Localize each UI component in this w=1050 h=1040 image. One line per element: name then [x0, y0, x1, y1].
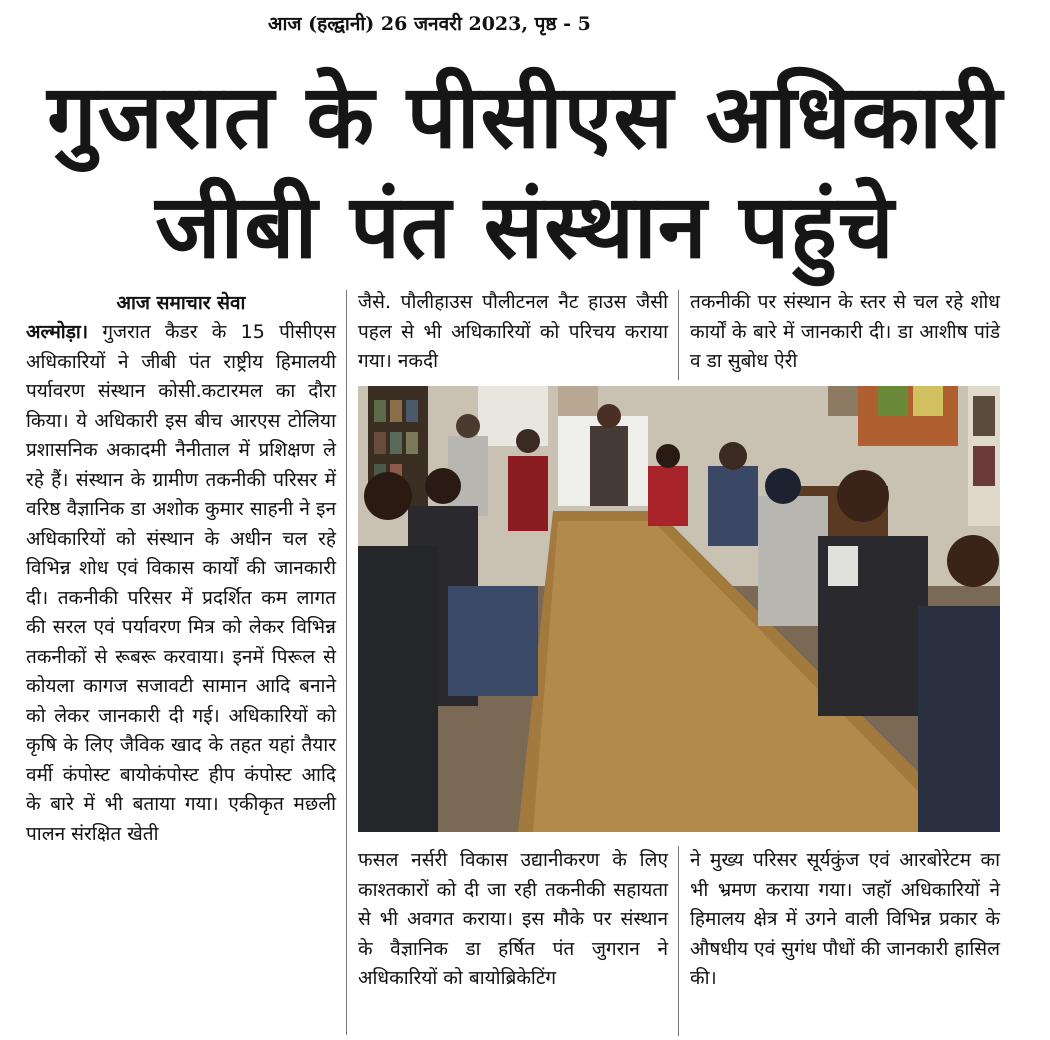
article-col2-top-text: जैसे. पौलीहाउस पौलीटनल नैट हाउस जैसी पहल से भी अधिकारियों को परिचय कराया गया। नकदी [358, 291, 668, 372]
headline-line-2: जीबी पंत संस्थान पहुंचे [155, 175, 895, 278]
article-column-2-bottom [358, 846, 668, 994]
article-col3-top-text: तकनीकी पर संस्थान के स्तर से चल रहे शोध कार्यों के बारे में जानकारी दी। डा आशीष पांडे व डा सुबोध ऐरी [690, 291, 1000, 372]
article-col3-bottom-text: ने मुख्य परिसर सूर्यकुंज एवं आरबोरेटम का भी भ्रमण कराया गया। जहॉ अधिकारियों ने हिमालय क्षेत्र में उगने वाली विभिन्न प्रकार के औषधीय एवं सुगंध पौधों की जानकारी हासिल की। [690, 849, 1000, 989]
article-column-2-top [358, 288, 668, 377]
article-col2-bottom-text: फसल नर्सरी विकास उद्यानीकरण के लिए काश्तकारों को दी जा रही तकनीकी सहायता से भी अवगत कराया। इस मौके पर संस्थान के वैज्ञानिक डा हर्षित पंत जुगरान ने अधिकारियों को बायोब्रिकेटिंग [358, 849, 668, 989]
article-col1-text: गुजरात कैडर के 15 पीसीएस अधिकारियों ने जीबी पंत राष्ट्रीय हिमालयी पर्यावरण संस्थान कोसी.कटारमल का दौरा किया। ये अधिकारी इस बीच आरएस टोलिया प्रशासनिक अकादमी नैनीताल में प्रशिक्षण ले रहे हैं। संस्थान के ग्रामीण तकनीकी परिसर में वरिष्ठ वैज्ञानिक डा अशोक कुमार साहनी ने इन अधिकारियों को संस्थान के अधीन चल रहे विभिन्न शोध एवं विकास कार्यों की जानकारी दी। तकनीकी परिसर में प्रदर्शित कम लागत की सरल एवं पर्यावरण मित्र को लेकर विभिन्न तकनीकों से रूबरू करवाया। इनमें पिरूल से कोयला कागज सजावटी सामान आदि बनाने को लेकर जानकारी दी गई। अधिकारियों को कृषि के लिए जैविक खाद के तहत यहां तैयार वर्मी कंपोस्ट बायोकंपोस्ट हीप कंपोस्ट आदि के बारे में भी बताया गया। एकीकृत मछली पालन संरक्षित खेती [26, 321, 336, 845]
column-divider [678, 290, 679, 380]
article-place: अल्मोड़ा। [26, 321, 89, 343]
news-agency-credit: आज समाचार सेवा [116, 292, 246, 314]
page-dateline: आज (हल्द्वानी) 26 जनवरी 2023, पृष्ठ - 5 [268, 13, 591, 35]
article-column-1 [26, 288, 336, 849]
headline-line-1: गुजरात के पीसीएस अधिकारी [47, 65, 1003, 168]
column-divider [678, 846, 679, 1036]
article-column-3-top [690, 288, 1000, 377]
meeting-photo [358, 386, 1000, 832]
article-paragraph [26, 318, 336, 849]
article-column-3-bottom [690, 846, 1000, 994]
column-divider [346, 290, 347, 1035]
